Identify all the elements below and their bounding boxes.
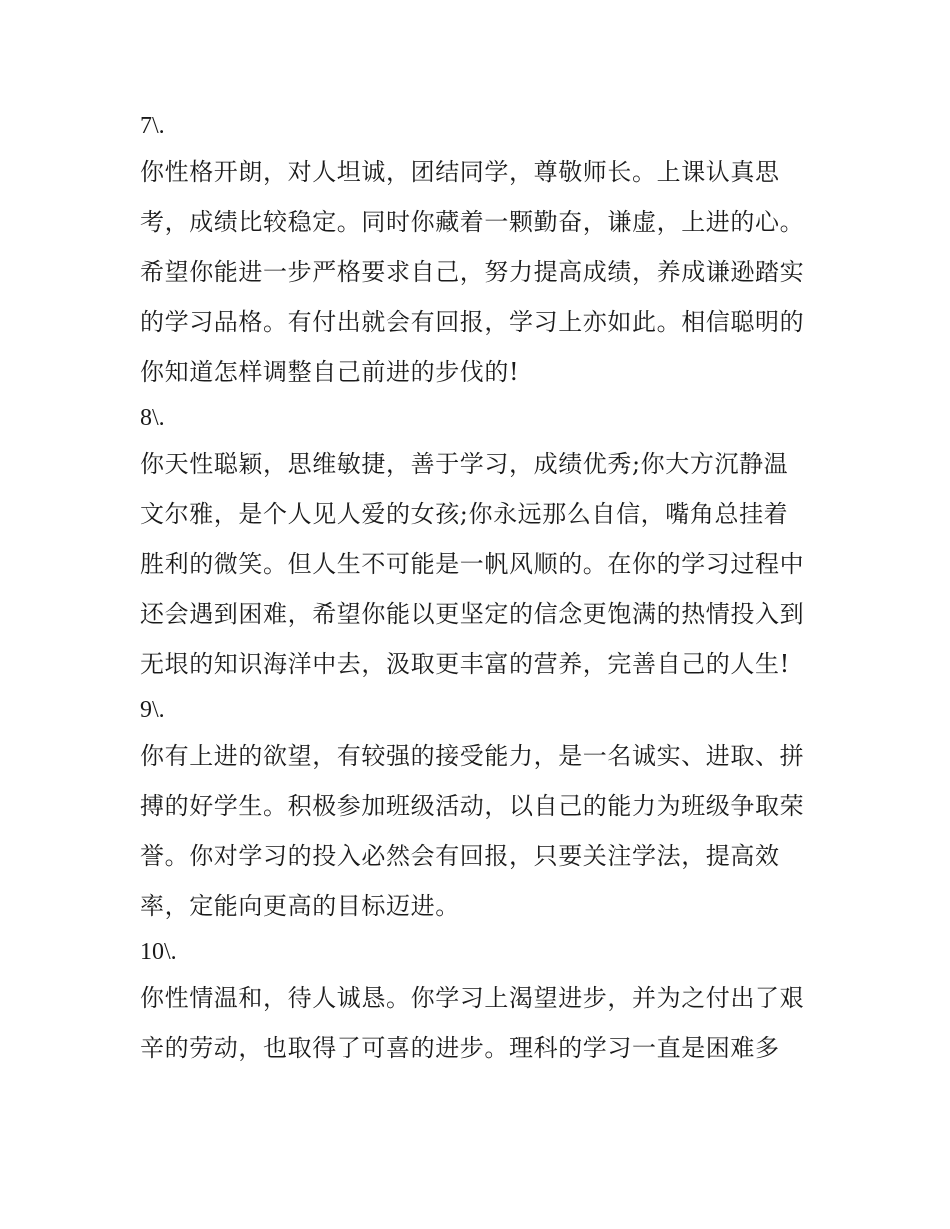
entry-number: 8\. (140, 405, 165, 431)
paragraph-line: 辛的劳动，也取得了可喜的进步。理科的学习一直是困难多 (140, 1034, 780, 1062)
paragraph-line: 还会遇到困难，希望你能以更坚定的信念更饱满的热情投入到 (140, 600, 805, 628)
paragraph-line: 你性格开朗，对人坦诚，团结同学，尊敬师长。上课认真思 (140, 158, 780, 186)
paragraph-line: 搏的好学生。积极参加班级活动，以自己的能力为班级争取荣 (140, 792, 805, 820)
entry-number: 7\. (140, 113, 165, 139)
paragraph-line: 誉。你对学习的投入必然会有回报，只要关注学法，提高效 (140, 842, 780, 870)
paragraph-line: 你知道怎样调整自己前进的步伐的! (140, 358, 520, 386)
paragraph-line: 考，成绩比较稳定。同时你藏着一颗勤奋，谦虚，上进的心。 (140, 208, 805, 236)
paragraph-line: 文尔雅，是个人见人爱的女孩;你永远那么自信，嘴角总挂着 (140, 500, 789, 528)
paragraph-line: 你有上进的欲望，有较强的接受能力，是一名诚实、进取、拼 (140, 742, 805, 770)
paragraph-line: 希望你能进一步严格要求自己，努力提高成绩，养成谦逊踏实 (140, 258, 805, 286)
entry-paragraph (140, 439, 820, 689)
comment-entry-10 (140, 931, 820, 1073)
paragraph-line: 你天性聪颖，思维敏捷，善于学习，成绩优秀;你大方沉静温 (140, 450, 789, 478)
document-body (140, 105, 820, 1073)
paragraph-line: 你性情温和，待人诚恳。你学习上渴望进步，并为之付出了艰 (140, 984, 805, 1012)
paragraph-line: 胜利的微笑。但人生不可能是一帆风顺的。在你的学习过程中 (140, 550, 805, 578)
entry-number: 10\. (140, 939, 177, 965)
comment-entry-8 (140, 397, 820, 689)
paragraph-line: 率，定能向更高的目标迈进。 (140, 892, 460, 920)
entry-paragraph (140, 147, 820, 397)
comment-entry-9 (140, 689, 820, 931)
paragraph-line: 无垠的知识海洋中去，汲取更丰富的营养，完善自己的人生! (140, 650, 790, 678)
paragraph-line: 的学习品格。有付出就会有回报，学习上亦如此。相信聪明的 (140, 308, 805, 336)
entry-paragraph (140, 973, 820, 1073)
comment-entry-7 (140, 105, 820, 397)
entry-paragraph (140, 731, 820, 931)
entry-number: 9\. (140, 697, 165, 723)
